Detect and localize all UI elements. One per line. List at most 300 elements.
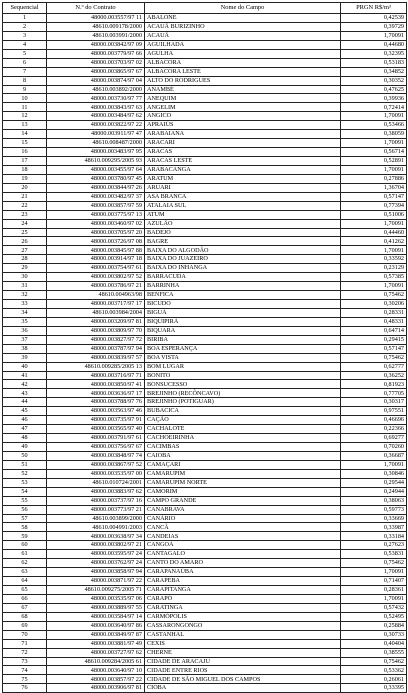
cell-contrato: 48000.003455/97 64 xyxy=(47,165,145,174)
cell-contrato: 48000.003839/97 57 xyxy=(47,353,145,362)
cell-campo: CAMPO GRANDE xyxy=(145,496,341,505)
cell-preco: 0,75462 xyxy=(341,657,407,666)
cell-contrato: 48000.003844/97 26 xyxy=(47,183,145,192)
cell-contrato: 48610.009295/2005 93 xyxy=(47,157,145,166)
table-row xyxy=(3,532,407,541)
table-row xyxy=(3,246,407,255)
cell-contrato: 48000.003595/97 24 xyxy=(47,550,145,559)
table-row xyxy=(3,612,407,621)
table-row xyxy=(3,85,407,94)
cell-contrato: 48000.003737/97 16 xyxy=(47,496,145,505)
cell-contrato: 48000.003780/97 45 xyxy=(47,174,145,183)
cell-contrato: 48000.003640/97 10 xyxy=(47,666,145,675)
cell-sequencial: 45 xyxy=(3,407,47,416)
cell-preco: 0,39729 xyxy=(341,22,407,31)
cell-contrato: 48000.003636/97 17 xyxy=(47,389,145,398)
cell-contrato: 48610.003984/2004 xyxy=(47,308,145,317)
table-row xyxy=(3,273,407,282)
cell-contrato: 48000.003883/97 62 xyxy=(47,487,145,496)
table-row xyxy=(3,675,407,684)
table-row xyxy=(3,103,407,112)
cell-preco: 1,70091 xyxy=(341,246,407,255)
cell-sequencial: 11 xyxy=(3,103,47,112)
table-row xyxy=(3,282,407,291)
table-row xyxy=(3,621,407,630)
cell-preco: 0,33669 xyxy=(341,514,407,523)
cell-sequencial: 53 xyxy=(3,478,47,487)
cell-campo: BARRINHA xyxy=(145,282,341,291)
table-row xyxy=(3,228,407,237)
cell-sequencial: 65 xyxy=(3,586,47,595)
cell-preco: 0,53831 xyxy=(341,550,407,559)
cell-campo: CARAPEBA xyxy=(145,577,341,586)
cell-campo: BIQUARA xyxy=(145,326,341,335)
cell-contrato: 48000.003850/97 41 xyxy=(47,380,145,389)
cell-preco: 0,32395 xyxy=(341,49,407,58)
table-row xyxy=(3,487,407,496)
table-row xyxy=(3,559,407,568)
cell-campo: AZULÃO xyxy=(145,219,341,228)
cell-contrato: 48000.003775/97 13 xyxy=(47,210,145,219)
cell-sequencial: 17 xyxy=(3,157,47,166)
table-row xyxy=(3,577,407,586)
cell-preco: 0,30352 xyxy=(341,76,407,85)
cell-contrato: 48610.003899/2000 xyxy=(47,514,145,523)
cell-campo: CARAPANAÚBA xyxy=(145,568,341,577)
cell-sequencial: 29 xyxy=(3,264,47,273)
cell-campo: AGULHA xyxy=(145,49,341,58)
cell-campo: ARABAIANA xyxy=(145,130,341,139)
cell-preco: 0,44460 xyxy=(341,228,407,237)
cell-preco: 0,57432 xyxy=(341,603,407,612)
cell-contrato: 48000.003563/97 46 xyxy=(47,407,145,416)
cell-preco: 0,41262 xyxy=(341,237,407,246)
cell-campo: CARMÓPOLIS xyxy=(145,612,341,621)
cell-sequencial: 71 xyxy=(3,639,47,648)
cell-campo: ABALONE xyxy=(145,14,341,23)
cell-preco: 0,57147 xyxy=(341,192,407,201)
cell-preco: 0,44680 xyxy=(341,40,407,49)
cell-preco: 0,56714 xyxy=(341,148,407,157)
table-row xyxy=(3,398,407,407)
cell-campo: CANGOÁ xyxy=(145,541,341,550)
table-row xyxy=(3,380,407,389)
cell-sequencial: 3 xyxy=(3,31,47,40)
cell-campo: ARUARI xyxy=(145,183,341,192)
cell-campo: CANÁRIO xyxy=(145,514,341,523)
table-row xyxy=(3,49,407,58)
cell-campo: CACIMBAS xyxy=(145,443,341,452)
cell-campo: BREJINHO (POTIGUAR) xyxy=(145,398,341,407)
cell-campo: BAIXA DO ALGODÃO xyxy=(145,246,341,255)
cell-campo: BOA VISTA xyxy=(145,353,341,362)
cell-contrato: 48000.003857/97 22 xyxy=(47,675,145,684)
cell-sequencial: 40 xyxy=(3,362,47,371)
cell-preco: 0,69277 xyxy=(341,434,407,443)
cell-preco: 0,28331 xyxy=(341,308,407,317)
cell-preco: 0,33184 xyxy=(341,532,407,541)
cell-sequencial: 60 xyxy=(3,541,47,550)
cell-contrato: 48610.008487/2000 xyxy=(47,139,145,148)
cell-sequencial: 6 xyxy=(3,58,47,67)
cell-preco: 0,22366 xyxy=(341,425,407,434)
cell-contrato: 48000.003791/97 61 xyxy=(47,434,145,443)
cell-preco: 0,29415 xyxy=(341,335,407,344)
table-row xyxy=(3,630,407,639)
cell-campo: BIQUIPIRÁ xyxy=(145,317,341,326)
cell-campo: ANGICO xyxy=(145,112,341,121)
cell-contrato: 48000.003584/97 14 xyxy=(47,612,145,621)
cell-contrato: 48000.003483/97 95 xyxy=(47,148,145,157)
cell-preco: 1,70091 xyxy=(341,282,407,291)
cell-contrato: 48000.003482/97 37 xyxy=(47,192,145,201)
cell-campo: CAMARUPIM xyxy=(145,469,341,478)
price-table xyxy=(2,2,407,693)
cell-preco: 0,40404 xyxy=(341,639,407,648)
cell-preco: 0,38063 xyxy=(341,496,407,505)
table-row xyxy=(3,666,407,675)
cell-preco: 0,30733 xyxy=(341,630,407,639)
cell-contrato: 48000.003557/97 11 xyxy=(47,14,145,23)
cell-sequencial: 50 xyxy=(3,451,47,460)
cell-contrato: 48000.003881/97 49 xyxy=(47,639,145,648)
table-row xyxy=(3,201,407,210)
cell-preco: 0,25884 xyxy=(341,621,407,630)
cell-sequencial: 30 xyxy=(3,273,47,282)
cell-campo: AGUILHADA xyxy=(145,40,341,49)
table-row xyxy=(3,541,407,550)
cell-contrato: 48000.003865/97 67 xyxy=(47,67,145,76)
table-row xyxy=(3,594,407,603)
table-row xyxy=(3,40,407,49)
table-row xyxy=(3,425,407,434)
cell-contrato: 48000.003788/97 76 xyxy=(47,398,145,407)
cell-sequencial: 68 xyxy=(3,612,47,621)
cell-preco: 0,28361 xyxy=(341,586,407,595)
cell-preco: 0,52891 xyxy=(341,157,407,166)
cell-preco: 0,27623 xyxy=(341,541,407,550)
cell-contrato: 48000.003845/97 88 xyxy=(47,246,145,255)
cell-sequencial: 75 xyxy=(3,675,47,684)
cell-sequencial: 20 xyxy=(3,183,47,192)
cell-campo: ANAMBÉ xyxy=(145,85,341,94)
cell-preco: 0,64714 xyxy=(341,326,407,335)
table-row xyxy=(3,291,407,300)
cell-preco: 0,53362 xyxy=(341,666,407,675)
table-row xyxy=(3,657,407,666)
table-row xyxy=(3,469,407,478)
cell-sequencial: 26 xyxy=(3,237,47,246)
cell-contrato: 48000.003717/97 17 xyxy=(47,300,145,309)
cell-contrato: 48610.003991/2000 xyxy=(47,31,145,40)
table-row xyxy=(3,174,407,183)
cell-contrato: 48000.003809/97 70 xyxy=(47,326,145,335)
cell-sequencial: 25 xyxy=(3,228,47,237)
cell-sequencial: 22 xyxy=(3,201,47,210)
cell-contrato: 48000.003802/97 52 xyxy=(47,273,145,282)
table-row xyxy=(3,255,407,264)
cell-contrato: 48000.003822/97 22 xyxy=(47,121,145,130)
cell-campo: CANCÃ xyxy=(145,523,341,532)
table-row xyxy=(3,389,407,398)
table-row xyxy=(3,371,407,380)
cell-preco: 1,70091 xyxy=(341,568,407,577)
cell-campo: BOM LUGAR xyxy=(145,362,341,371)
cell-sequencial: 18 xyxy=(3,165,47,174)
table-row xyxy=(3,210,407,219)
table-body xyxy=(3,14,407,693)
table-row xyxy=(3,443,407,452)
cell-preco: 0,52495 xyxy=(341,612,407,621)
cell-contrato: 48000.003773/97 21 xyxy=(47,505,145,514)
cell-preco: 0,34852 xyxy=(341,67,407,76)
cell-sequencial: 2 xyxy=(3,22,47,31)
header-contrato: N.º do Contrato xyxy=(47,3,145,14)
cell-campo: BIRIBA xyxy=(145,335,341,344)
cell-sequencial: 4 xyxy=(3,40,47,49)
cell-preco: 0,38555 xyxy=(341,648,407,657)
cell-sequencial: 56 xyxy=(3,505,47,514)
cell-preco: 0,77705 xyxy=(341,389,407,398)
cell-preco: 0,30846 xyxy=(341,469,407,478)
cell-campo: BOA ESPERANÇA xyxy=(145,344,341,353)
table-row xyxy=(3,300,407,309)
cell-sequencial: 32 xyxy=(3,291,47,300)
cell-preco: 0,30206 xyxy=(341,300,407,309)
price-table-sheet xyxy=(2,2,406,693)
cell-preco: 0,46696 xyxy=(341,416,407,425)
cell-contrato: 48000.003906/97 81 xyxy=(47,684,145,693)
cell-campo: BAGRE xyxy=(145,237,341,246)
cell-contrato: 48000.003640/97 86 xyxy=(47,621,145,630)
cell-sequencial: 49 xyxy=(3,443,47,452)
table-row xyxy=(3,496,407,505)
cell-contrato: 48000.003842/97 09 xyxy=(47,40,145,49)
cell-sequencial: 63 xyxy=(3,568,47,577)
table-row xyxy=(3,451,407,460)
table-row xyxy=(3,407,407,416)
table-row xyxy=(3,523,407,532)
cell-contrato: 48000.003754/97 61 xyxy=(47,264,145,273)
cell-sequencial: 54 xyxy=(3,487,47,496)
table-row xyxy=(3,362,407,371)
table-row xyxy=(3,112,407,121)
cell-contrato: 48000.003858/97 94 xyxy=(47,568,145,577)
cell-contrato: 48000.003857/97 59 xyxy=(47,201,145,210)
cell-preco: 0,59773 xyxy=(341,505,407,514)
cell-sequencial: 47 xyxy=(3,425,47,434)
table-row xyxy=(3,416,407,425)
table-row xyxy=(3,22,407,31)
cell-campo: CACHOEIRINHA xyxy=(145,434,341,443)
cell-contrato: 48000.003705/97 20 xyxy=(47,228,145,237)
cell-campo: BONSUCESSO xyxy=(145,380,341,389)
cell-campo: CANTAGALO xyxy=(145,550,341,559)
cell-sequencial: 46 xyxy=(3,416,47,425)
cell-sequencial: 48 xyxy=(3,434,47,443)
cell-contrato: 48000.003786/97 21 xyxy=(47,282,145,291)
cell-contrato: 48000.003843/97 63 xyxy=(47,103,145,112)
cell-campo: BICUDO xyxy=(145,300,341,309)
table-row xyxy=(3,130,407,139)
cell-preco: 0,47625 xyxy=(341,85,407,94)
cell-contrato: 48610.009284/2005 61 xyxy=(47,657,145,666)
cell-contrato: 48610.009275/2005 71 xyxy=(47,586,145,595)
cell-sequencial: 43 xyxy=(3,389,47,398)
cell-preco: 1,70091 xyxy=(341,31,407,40)
cell-contrato: 48000.003756/97 67 xyxy=(47,443,145,452)
cell-campo: BENFICA xyxy=(145,291,341,300)
cell-preco: 0,42539 xyxy=(341,14,407,23)
cell-sequencial: 36 xyxy=(3,326,47,335)
cell-contrato: 48000.003762/97 24 xyxy=(47,559,145,568)
table-row xyxy=(3,460,407,469)
cell-preco: 0,38059 xyxy=(341,130,407,139)
cell-sequencial: 23 xyxy=(3,210,47,219)
header-campo: Nome do Campo xyxy=(145,3,341,14)
cell-campo: BREJINHO (RECÔNCAVO) xyxy=(145,389,341,398)
cell-preco: 0,81923 xyxy=(341,380,407,389)
cell-campo: CANDEIAS xyxy=(145,532,341,541)
cell-campo: ATALAIA SUL xyxy=(145,201,341,210)
table-row xyxy=(3,192,407,201)
cell-contrato: 48000.003730/97 77 xyxy=(47,94,145,103)
cell-contrato: 48000.003484/97 62 xyxy=(47,112,145,121)
cell-sequencial: 8 xyxy=(3,76,47,85)
cell-campo: CIDADE ENTRE RIOS xyxy=(145,666,341,675)
cell-sequencial: 61 xyxy=(3,550,47,559)
cell-preco: 1,70091 xyxy=(341,112,407,121)
cell-preco: 0,36687 xyxy=(341,451,407,460)
cell-contrato: 48000.003460/97 02 xyxy=(47,219,145,228)
cell-preco: 0,27886 xyxy=(341,174,407,183)
table-row xyxy=(3,14,407,23)
cell-preco: 1,70091 xyxy=(341,165,407,174)
cell-contrato: 48000.003703/97 02 xyxy=(47,58,145,67)
cell-campo: CAMAÇARI xyxy=(145,460,341,469)
cell-campo: ALBACORA LESTE xyxy=(145,67,341,76)
cell-sequencial: 52 xyxy=(3,469,47,478)
cell-contrato: 48610.010724/2001 xyxy=(47,478,145,487)
cell-sequencial: 21 xyxy=(3,192,47,201)
cell-sequencial: 15 xyxy=(3,139,47,148)
cell-contrato: 48000.003726/97 08 xyxy=(47,237,145,246)
cell-sequencial: 28 xyxy=(3,255,47,264)
cell-sequencial: 35 xyxy=(3,317,47,326)
cell-campo: ANEQUIM xyxy=(145,94,341,103)
cell-sequencial: 24 xyxy=(3,219,47,228)
table-row xyxy=(3,505,407,514)
cell-sequencial: 27 xyxy=(3,246,47,255)
cell-sequencial: 39 xyxy=(3,353,47,362)
cell-sequencial: 67 xyxy=(3,603,47,612)
cell-contrato: 48000.003914/97 18 xyxy=(47,255,145,264)
cell-sequencial: 42 xyxy=(3,380,47,389)
table-row xyxy=(3,219,407,228)
cell-sequencial: 5 xyxy=(3,49,47,58)
cell-sequencial: 74 xyxy=(3,666,47,675)
cell-contrato: 48000.003779/97 66 xyxy=(47,49,145,58)
table-row xyxy=(3,157,407,166)
header-preco: PRGN R$/m³ xyxy=(341,3,407,14)
table-row xyxy=(3,264,407,273)
cell-preco: 1,70091 xyxy=(341,460,407,469)
cell-campo: CASTANHAL xyxy=(145,630,341,639)
cell-preco: 0,24944 xyxy=(341,487,407,496)
cell-campo: ACAUÃ BURIZINHO xyxy=(145,22,341,31)
cell-preco: 0,36252 xyxy=(341,371,407,380)
cell-contrato: 48000.003889/97 55 xyxy=(47,603,145,612)
cell-campo: CIDADE DE ARACAJU xyxy=(145,657,341,666)
cell-campo: BONITO xyxy=(145,371,341,380)
cell-campo: ACAUÃ xyxy=(145,31,341,40)
cell-preco: 1,70091 xyxy=(341,219,407,228)
cell-campo: BADEJO xyxy=(145,228,341,237)
table-row xyxy=(3,353,407,362)
cell-preco: 1,70091 xyxy=(341,594,407,603)
cell-campo: CARAPÓ xyxy=(145,594,341,603)
cell-campo: ASA BRANCA xyxy=(145,192,341,201)
cell-campo: ALTO DO RODRIGUES xyxy=(145,76,341,85)
table-row xyxy=(3,335,407,344)
cell-campo: ARACAS LESTE xyxy=(145,157,341,166)
cell-campo: CAÇÃO xyxy=(145,416,341,425)
cell-sequencial: 7 xyxy=(3,67,47,76)
cell-sequencial: 19 xyxy=(3,174,47,183)
cell-preco: 0,75462 xyxy=(341,291,407,300)
cell-campo: CANABRAVA xyxy=(145,505,341,514)
table-row xyxy=(3,67,407,76)
cell-preco: 0,51006 xyxy=(341,210,407,219)
cell-campo: ARATUM xyxy=(145,174,341,183)
cell-sequencial: 58 xyxy=(3,523,47,532)
cell-campo: CARAPITANGA xyxy=(145,586,341,595)
cell-preco: 0,39936 xyxy=(341,94,407,103)
table-row xyxy=(3,344,407,353)
cell-contrato: 48000.003849/97 87 xyxy=(47,630,145,639)
table-row xyxy=(3,326,407,335)
table-row xyxy=(3,58,407,67)
cell-campo: CANTO DO AMARO xyxy=(145,559,341,568)
cell-contrato: 48000.003867/97 52 xyxy=(47,460,145,469)
cell-preco: 1,70091 xyxy=(341,139,407,148)
table-row xyxy=(3,31,407,40)
table-header xyxy=(3,3,407,14)
cell-sequencial: 62 xyxy=(3,559,47,568)
cell-campo: BAIXA DO INHANGA xyxy=(145,264,341,273)
cell-sequencial: 37 xyxy=(3,335,47,344)
cell-preco: 0,33592 xyxy=(341,255,407,264)
cell-sequencial: 64 xyxy=(3,577,47,586)
cell-contrato: 48000.003911/97 47 xyxy=(47,130,145,139)
cell-sequencial: 73 xyxy=(3,657,47,666)
cell-preco: 1,36704 xyxy=(341,183,407,192)
cell-preco: 0,62777 xyxy=(341,362,407,371)
table-row xyxy=(3,586,407,595)
cell-campo: CAMORIM xyxy=(145,487,341,496)
cell-campo: CAIOBA xyxy=(145,451,341,460)
cell-sequencial: 33 xyxy=(3,300,47,309)
cell-sequencial: 55 xyxy=(3,496,47,505)
cell-contrato: 48000.003735/97 91 xyxy=(47,416,145,425)
cell-campo: BIGUÁ xyxy=(145,308,341,317)
cell-contrato: 48610.004991/2003 xyxy=(47,523,145,532)
cell-preco: 0,75462 xyxy=(341,353,407,362)
table-row xyxy=(3,165,407,174)
cell-campo: CACHALOTE xyxy=(145,425,341,434)
cell-sequencial: 59 xyxy=(3,532,47,541)
table-row xyxy=(3,237,407,246)
